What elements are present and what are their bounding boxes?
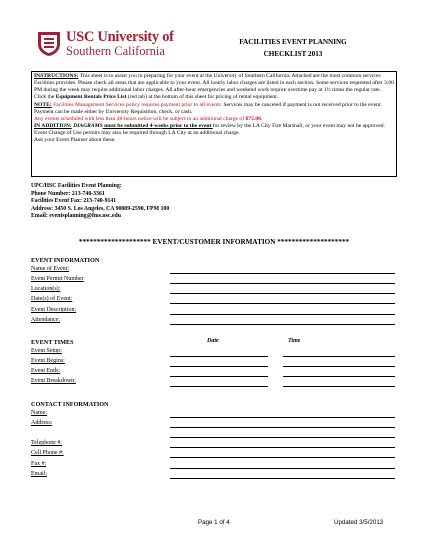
ends-date-field[interactable] <box>170 376 268 377</box>
field-label-cell: Cell Phone #: <box>31 450 64 456</box>
field-label-telephone: Telephone #: <box>31 440 63 446</box>
field-label-fax: Fax #: <box>31 461 47 467</box>
field-label-breakdown: Event Breakdown: <box>31 378 76 384</box>
note-label: NOTE: <box>34 101 52 108</box>
field-label-begins: Event Begins: <box>31 358 65 364</box>
late-fee: $75.00 <box>245 115 261 122</box>
late-notice: Any events scheduled with less than 48-hours notice will be subject to an additional charge of <box>34 115 246 122</box>
field-label-ends: Event Ends: <box>31 368 61 374</box>
email-field[interactable] <box>170 478 395 479</box>
addition-label: IN ADDITION: <box>34 123 72 130</box>
logo-line2: Southern California <box>66 44 165 58</box>
field-label-dates: Date(s) of Event: <box>31 296 73 302</box>
field-label-attendance: Attendance: <box>31 317 60 323</box>
field-label-location: Location(s): <box>31 286 61 292</box>
field-label-setup: Event Setup: <box>31 348 62 354</box>
updated-date: Updated 3/5/2013 <box>334 519 384 526</box>
field-label-permit: Event Permit Number <box>31 276 84 282</box>
field-label-description: Event Description: <box>31 307 77 313</box>
field-label-email: Email: <box>31 471 47 477</box>
note-policy: Facilities Management Services policy requires payment prior to all events. <box>51 101 223 108</box>
cell-phone-field[interactable] <box>170 457 395 458</box>
instructions-box <box>31 71 397 177</box>
contact-address-field-2[interactable] <box>170 437 395 438</box>
fax-field[interactable] <box>170 468 395 469</box>
col-date: Date <box>207 338 219 344</box>
field-label-name: Name: <box>31 410 47 416</box>
diagrams-label: DIAGRAMS <box>71 123 103 130</box>
usc-seal-icon <box>36 30 62 57</box>
addition-text: for review by the LA City Fire Marshall, or your event may not be approved. Event Change of Use permits may also be required through LA City at an additional charge. <box>34 123 385 137</box>
page-number: Page 1 of 4 <box>198 519 230 526</box>
event-info-heading: EVENT INFORMATION <box>31 257 100 264</box>
contact-address-field[interactable] <box>170 427 395 428</box>
ends-time-field[interactable] <box>283 376 395 377</box>
instructions-text: This sheet is to assist you in preparing for your event at the University of Southern California. Attached are the most common services Facilities provides. Please check all areas that are applicable to your event. All hourly labor charges are listed in each section. Some services requested after 3:00 PM during the week may require additional labor charges. All after-hour emergencies and weekend work require overtime pay at 1½ times the regular rate. <box>34 73 394 94</box>
equipment-rentals-link[interactable]: Equipment Rentals Price List <box>55 94 127 101</box>
contact-phone: Phone Number: 213-740-3361 <box>31 190 105 197</box>
setup-time-field[interactable] <box>283 356 395 357</box>
title-line1: FACILITIES EVENT PLANNING <box>239 38 347 46</box>
location-field[interactable] <box>170 293 395 294</box>
instructions-label: INSTRUCTIONS: <box>34 73 79 79</box>
click-text: Click the <box>34 94 56 101</box>
field-label-event-name: Name of Event: <box>31 266 69 272</box>
attendance-field[interactable] <box>170 324 395 325</box>
facilities-contact <box>31 183 169 221</box>
late-end: . <box>260 115 263 122</box>
setup-date-field[interactable] <box>170 356 268 357</box>
ask-planner: Ask your Event Planner about these. <box>34 137 116 144</box>
event-times-heading: EVENT TIMES <box>31 339 74 346</box>
contact-email[interactable]: Email: eventsplanning@fms.usc.edu <box>31 213 121 220</box>
event-name-field[interactable] <box>170 273 395 274</box>
diagrams-deadline: must be submitted 4-weeks prior to the event <box>102 123 213 130</box>
title-line2: CHECKLIST 2013 <box>263 50 323 58</box>
begins-time-field[interactable] <box>283 366 395 367</box>
col-time: Time <box>288 338 301 344</box>
note-text: Services may be canceled if payment is not received prior to the event. Payment can be made either by University Requisition, check, or cash. <box>34 101 382 115</box>
section-banner: ******************** EVENT/CUSTOMER INFORMATION ******************** <box>78 238 350 246</box>
contact-name-field[interactable] <box>170 417 395 418</box>
breakdown-time-field[interactable] <box>283 386 395 387</box>
telephone-field[interactable] <box>170 447 395 448</box>
begins-date-field[interactable] <box>170 366 268 367</box>
contact-address: Address: 3450 S. Los Angeles, CA 90089-2590, FPM 100 <box>31 205 170 212</box>
usc-logo <box>36 30 186 60</box>
dates-field[interactable] <box>170 303 395 304</box>
contact-heading: UPC/HSC Facilities Event Planning: <box>31 183 122 189</box>
breakdown-date-field[interactable] <box>170 386 268 387</box>
contact-info-heading: CONTACT INFORMATION <box>31 401 109 408</box>
click-post-text: (red tab) at the bottom of this sheet for pricing of rental equipment. <box>126 94 279 101</box>
event-permit-field[interactable] <box>170 283 395 284</box>
contact-fax: Facilities Event Fax: 213-740-9141 <box>31 198 117 205</box>
page-title <box>238 36 348 60</box>
description-field[interactable] <box>170 314 395 315</box>
field-label-address: Address: <box>31 420 53 426</box>
logo-line1: USC University of <box>66 29 174 45</box>
